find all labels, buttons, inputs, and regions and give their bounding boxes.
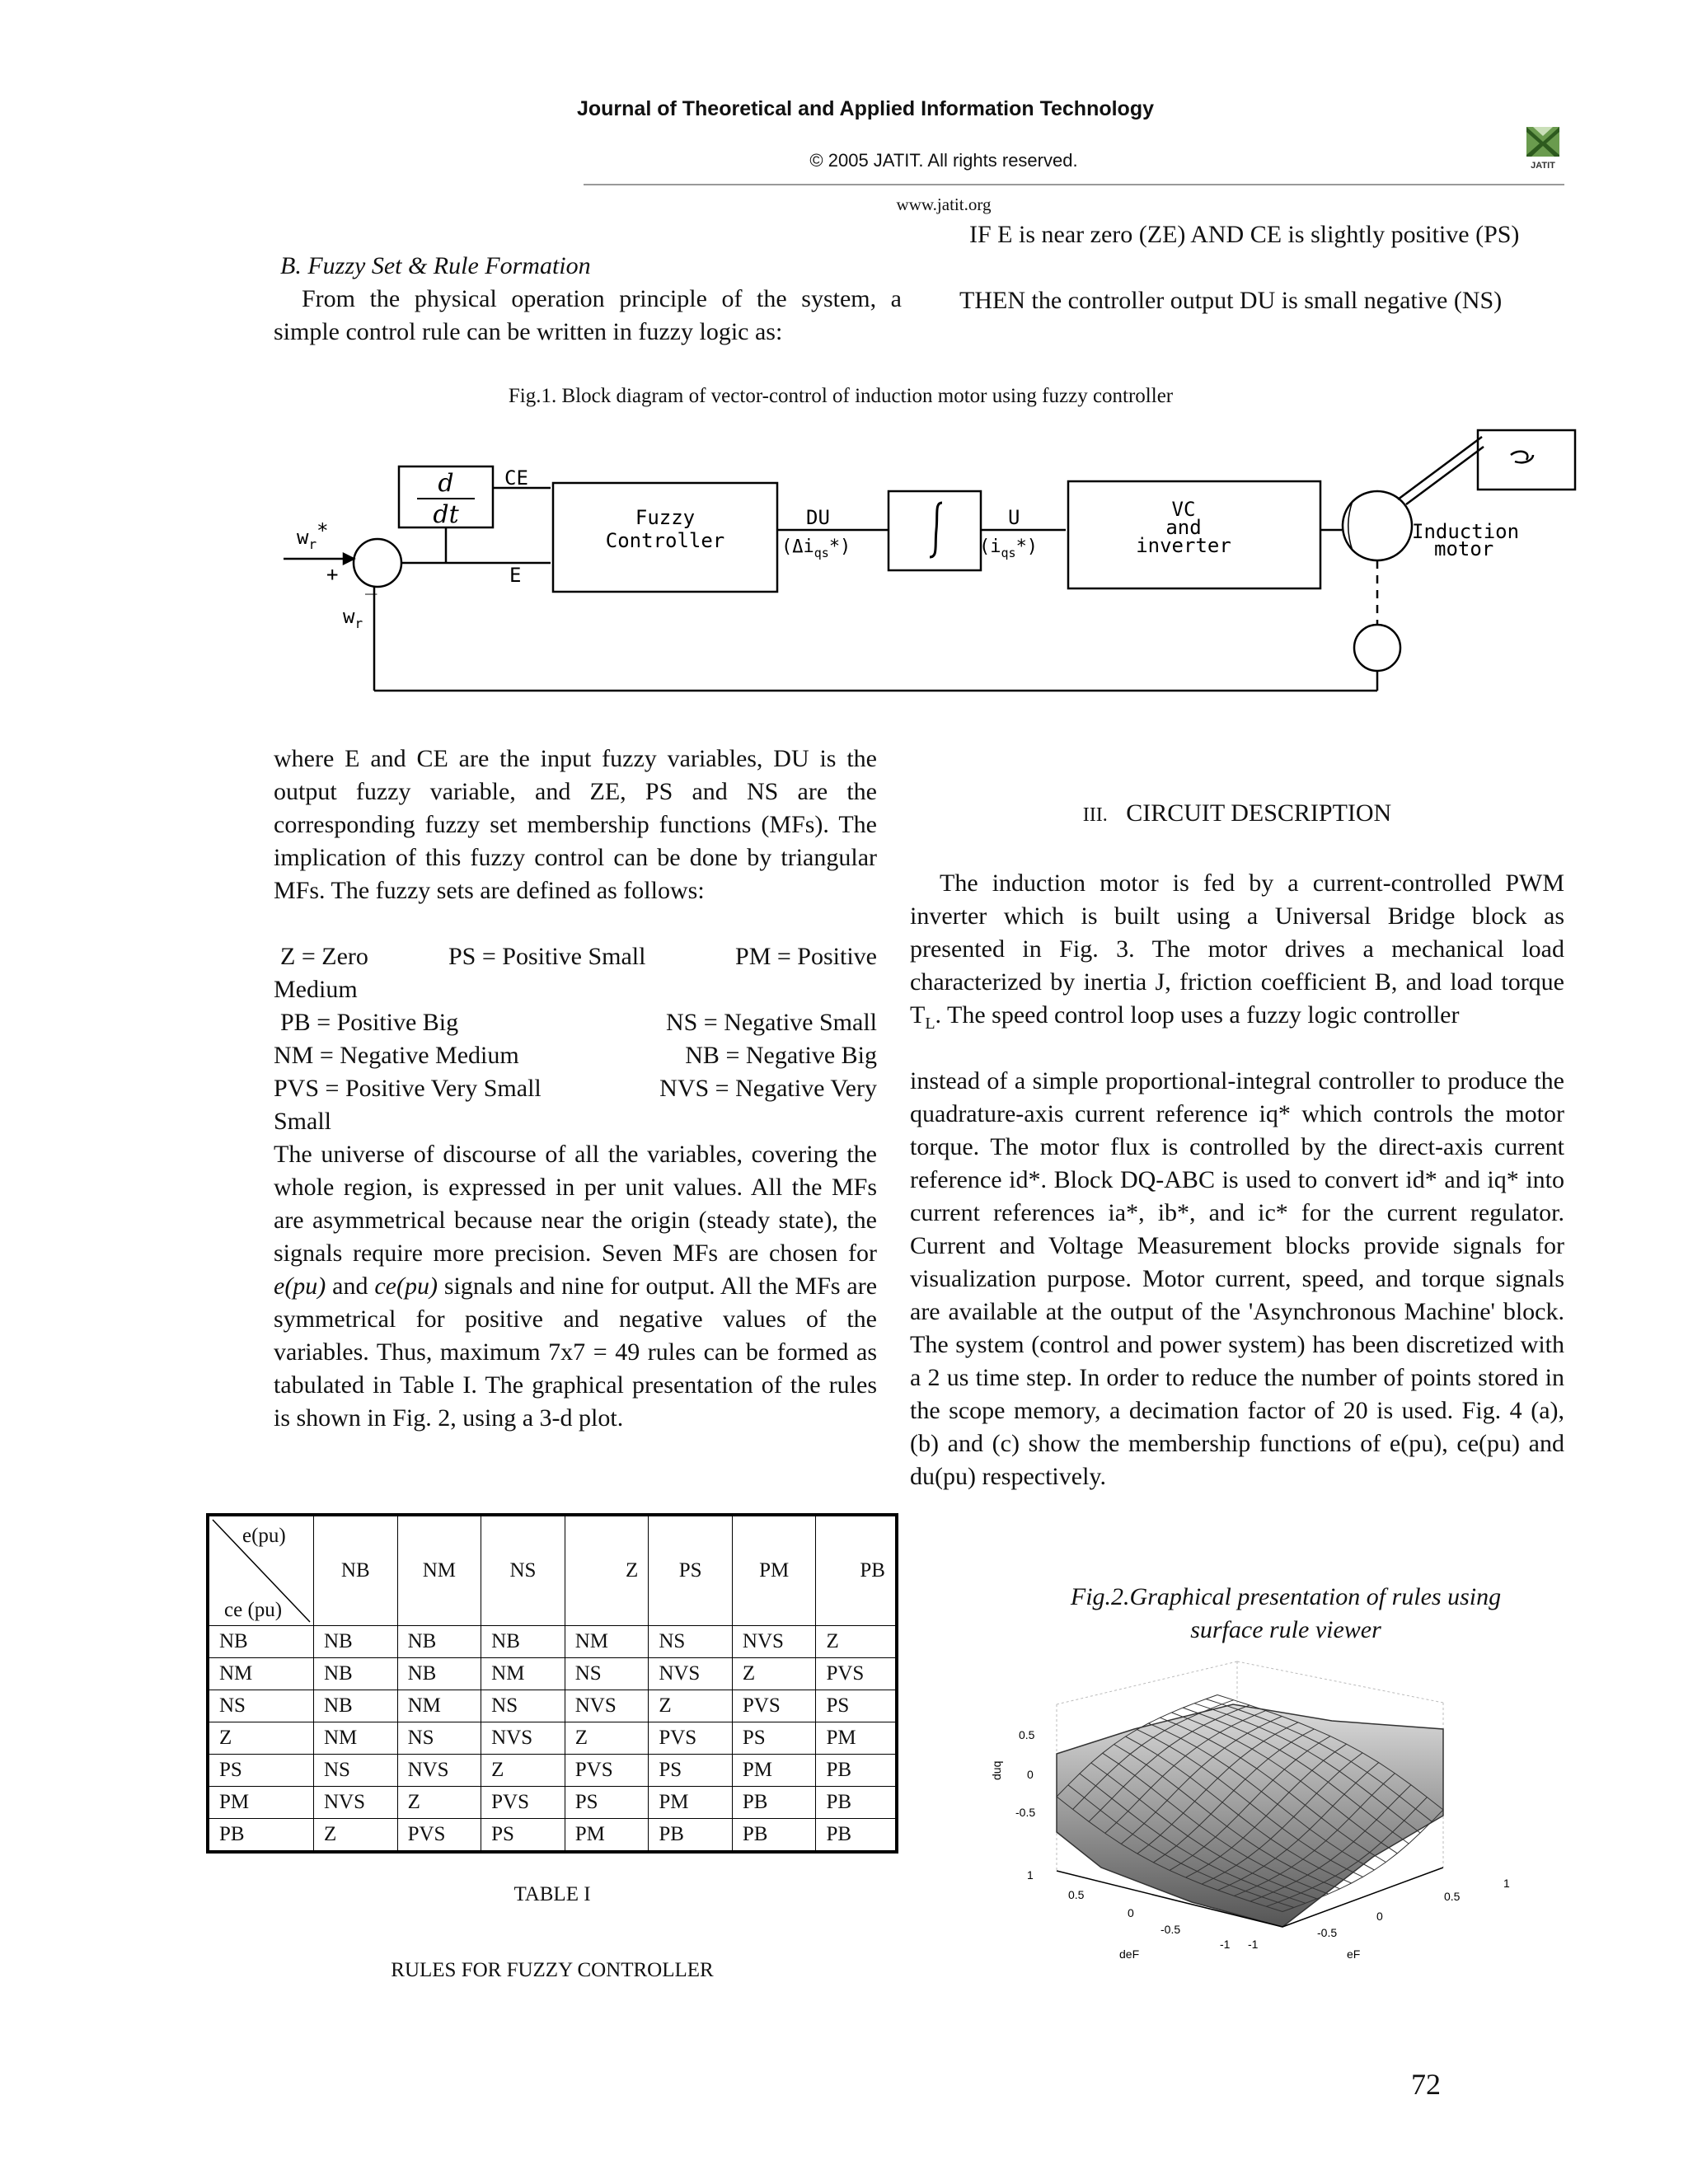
journal-url: www.jatit.org bbox=[896, 194, 992, 214]
column-header: PB bbox=[816, 1515, 897, 1626]
row-label: PS bbox=[208, 1755, 314, 1787]
svg-text:E: E bbox=[509, 564, 522, 587]
table-cell: PS bbox=[816, 1690, 897, 1722]
svg-text:CE: CE bbox=[504, 466, 528, 490]
table-cell: PM bbox=[816, 1722, 897, 1755]
svg-text:and: and bbox=[1165, 516, 1202, 539]
def-pb: PB = Positive Big bbox=[280, 1009, 459, 1036]
svg-text:motor: motor bbox=[1434, 537, 1494, 560]
def-z: Z = Zero bbox=[280, 943, 368, 970]
fig1-block-diagram bbox=[279, 419, 1581, 707]
row-label: PM bbox=[208, 1787, 314, 1819]
table-cell: PB bbox=[732, 1819, 816, 1853]
table-cell: NS bbox=[397, 1722, 481, 1755]
table-cell: PB bbox=[816, 1755, 897, 1787]
table-cell: PB bbox=[732, 1787, 816, 1819]
page-number: 72 bbox=[1411, 2068, 1441, 2101]
table-cell: NB bbox=[314, 1658, 398, 1690]
column-header: NS bbox=[481, 1515, 565, 1626]
svg-text:DU: DU bbox=[806, 506, 830, 529]
table-cell: Z bbox=[732, 1658, 816, 1690]
table-cell: NB bbox=[397, 1626, 481, 1658]
def-tick: 1 bbox=[1027, 1868, 1034, 1882]
section-b-title: B. Fuzzy Set & Rule Formation bbox=[280, 252, 591, 279]
svg-text:+: + bbox=[326, 563, 339, 586]
svg-text:d: d bbox=[438, 469, 454, 498]
header-divider bbox=[584, 184, 1564, 185]
fig1-caption: Fig.1. Block diagram of vector-control of induction motor using fuzzy controller bbox=[508, 385, 1174, 407]
table-cell: NS bbox=[314, 1755, 398, 1787]
row-label: PB bbox=[208, 1819, 314, 1853]
ef-tick: 0.5 bbox=[1444, 1890, 1461, 1903]
svg-text:(Δiqs*): $(\Delta i_{qs}*)$ bbox=[781, 537, 851, 560]
table-cell: PVS bbox=[732, 1690, 816, 1722]
table-cell: NM bbox=[314, 1722, 398, 1755]
journal-title: Journal of Theoretical and Applied Information Technology bbox=[576, 97, 1155, 120]
circuit-paragraph-1: The induction motor is fed by a current-controlled PWM inverter which is built using a Universal Bridge block as presented in Fig. 3. The motor drives a mechanical load characterized by inertia J, friction coefficient B, and load torque $T_L$. The speed control loop uses a fuzzy logic controller bbox=[910, 869, 1564, 1033]
column-header: NB bbox=[314, 1515, 398, 1626]
table-header-row bbox=[208, 1515, 897, 1626]
row-label: NM bbox=[208, 1658, 314, 1690]
svg-text:inverter: inverter bbox=[1136, 534, 1231, 557]
summing-junction bbox=[354, 539, 401, 587]
section-b-paragraph: From the physical operation principle of the system, a simple control rule can be written in fuzzy logic as: bbox=[274, 285, 902, 345]
induction-motor-circle bbox=[1343, 491, 1412, 560]
def-pm-cont: Medium bbox=[274, 976, 358, 1003]
table-cell: NS bbox=[565, 1658, 649, 1690]
jatit-logo bbox=[1522, 124, 1564, 171]
table-cell: PS bbox=[481, 1819, 565, 1853]
table-cell: NB bbox=[397, 1658, 481, 1690]
fig2-surface-plot bbox=[986, 1655, 1530, 1976]
table-cell: PB bbox=[816, 1819, 897, 1853]
svg-text:dt: dt bbox=[433, 500, 459, 529]
table-row bbox=[208, 1787, 897, 1819]
table-cell: NB bbox=[481, 1626, 565, 1658]
ef-tick: 1 bbox=[1503, 1877, 1510, 1890]
ef-tick: -1 bbox=[1248, 1938, 1259, 1951]
left-paragraph-1: where E and CE are the input fuzzy variables, DU is the output fuzzy variable, and ZE, PS and NS are the corresponding fuzzy set membership functions (MFs). The implication of this fuzzy control can be done by triangular MFs. The fuzzy sets are defined as follows: bbox=[274, 745, 877, 904]
integrator-block bbox=[889, 491, 981, 570]
rule-if: IF E is near zero (ZE) AND CE is slightly positive (PS) bbox=[969, 221, 1520, 248]
def-tick: 0.5 bbox=[1068, 1888, 1085, 1901]
table-cell: NVS bbox=[397, 1755, 481, 1787]
definition-lines bbox=[274, 940, 877, 1138]
svg-text:Controller: Controller bbox=[605, 529, 725, 552]
def-pvs: PVS = Positive Very Small bbox=[274, 1075, 542, 1102]
table-cell: Z bbox=[314, 1819, 398, 1853]
table-cell: Z bbox=[649, 1690, 733, 1722]
table-cell: NVS bbox=[732, 1626, 816, 1658]
svg-text:wr: $w_r$ bbox=[343, 605, 363, 631]
table-corner-cell bbox=[208, 1515, 314, 1626]
table-cell: NM bbox=[397, 1690, 481, 1722]
table-cell: PVS bbox=[816, 1658, 897, 1690]
z-tick: 0.5 bbox=[1019, 1728, 1035, 1741]
def-tick: -1 bbox=[1220, 1938, 1231, 1951]
table-row bbox=[208, 1722, 897, 1755]
column-header: PM bbox=[732, 1515, 816, 1626]
table-cell: NVS bbox=[314, 1787, 398, 1819]
z-axis-label: duq bbox=[990, 1760, 1003, 1780]
table-cell: PVS bbox=[481, 1787, 565, 1819]
table-cell: Z bbox=[397, 1787, 481, 1819]
table-cell: NM bbox=[565, 1626, 649, 1658]
ef-axis-label: eF bbox=[1347, 1947, 1361, 1961]
z-tick: 0 bbox=[1027, 1768, 1034, 1781]
table-cell: PM bbox=[565, 1819, 649, 1853]
table-cell: Z bbox=[481, 1755, 565, 1787]
section-number: III. bbox=[1082, 804, 1108, 826]
table-cell: NVS bbox=[481, 1722, 565, 1755]
def-nvs: NVS = Negative Very bbox=[659, 1075, 877, 1102]
rule-then: THEN the controller output DU is small negative (NS) bbox=[959, 287, 1503, 314]
table-cell: Z bbox=[816, 1626, 897, 1658]
row-label: NB bbox=[208, 1626, 314, 1658]
table-row bbox=[208, 1690, 897, 1722]
table-cell: PVS bbox=[649, 1722, 733, 1755]
table-cell: PB bbox=[649, 1819, 733, 1853]
table-cell: PS bbox=[565, 1787, 649, 1819]
def-ps: PS = Positive Small bbox=[448, 943, 646, 970]
def-nvs-cont: Small bbox=[274, 1108, 332, 1135]
section-title: CIRCUIT DESCRIPTION bbox=[1126, 799, 1392, 827]
col-header-label: e(pu) bbox=[242, 1525, 286, 1547]
column-header: Z bbox=[565, 1515, 649, 1626]
table-cell: NM bbox=[481, 1658, 565, 1690]
table-row bbox=[208, 1755, 897, 1787]
z-tick: -0.5 bbox=[1015, 1806, 1036, 1819]
svg-text:(iqs*): $(i_{qs}*)$ bbox=[979, 537, 1039, 560]
row-label: Z bbox=[208, 1722, 314, 1755]
row-header-label: ce (pu) bbox=[224, 1599, 283, 1621]
table-caption-number: TABLE I bbox=[513, 1883, 591, 1905]
table-row bbox=[208, 1819, 897, 1853]
table-cell: NB bbox=[314, 1690, 398, 1722]
def-axis-label: deF bbox=[1119, 1947, 1140, 1961]
column-header: PS bbox=[649, 1515, 733, 1626]
table-cell: NVS bbox=[649, 1658, 733, 1690]
def-nm: NM = Negative Medium bbox=[274, 1042, 519, 1069]
svg-text:Fuzzy: Fuzzy bbox=[635, 506, 696, 529]
def-pm: PM = Positive bbox=[735, 943, 877, 970]
row-label: NS bbox=[208, 1690, 314, 1722]
speed-sensor-circle bbox=[1354, 625, 1400, 671]
table-cell: PM bbox=[732, 1755, 816, 1787]
svg-text:JATIT: JATIT bbox=[1531, 161, 1555, 171]
svg-text:Induction: Induction bbox=[1412, 520, 1520, 543]
table-cell: NS bbox=[649, 1626, 733, 1658]
def-tick: 0 bbox=[1128, 1906, 1134, 1919]
table-cell: PS bbox=[649, 1755, 733, 1787]
def-tick: -0.5 bbox=[1160, 1923, 1181, 1936]
svg-text:wr*: $w_r*$ bbox=[297, 519, 329, 552]
rules-table bbox=[206, 1513, 898, 1854]
left-paragraph-2: The universe of discourse of all the variables, covering the whole region, is expressed in per unit values. All the MFs are asymmetrical because near the origin (steady state), the signals require more precision. Seven MFs are chosen for e(pu) and ce(pu) signals and nine for output. All the MFs are symmetrical for positive and negative values of the variables. Thus, maximum 7x7 = 49 rules can be formed as tabulated in Table I. The graphical presentation of the rules is shown in Fig. 2, using a 3-d plot. bbox=[274, 1141, 878, 1432]
table-cell: PS bbox=[732, 1722, 816, 1755]
ef-tick: 0 bbox=[1376, 1910, 1383, 1923]
svg-text:U: U bbox=[1008, 506, 1020, 529]
ef-tick: -0.5 bbox=[1317, 1926, 1338, 1939]
table-cell: NS bbox=[481, 1690, 565, 1722]
fig2-caption: Fig.2.Graphical presentation of rules using surface rule viewer bbox=[1070, 1583, 1502, 1643]
svg-text:VC: VC bbox=[1171, 498, 1196, 521]
table-cell: PVS bbox=[397, 1819, 481, 1853]
table-row bbox=[208, 1626, 897, 1658]
table-cell: PM bbox=[649, 1787, 733, 1819]
svg-text:_: _ bbox=[365, 572, 377, 595]
table-row bbox=[208, 1658, 897, 1690]
table-cell: PB bbox=[816, 1787, 897, 1819]
def-nb: NB = Negative Big bbox=[685, 1042, 877, 1069]
section-heading bbox=[910, 799, 1564, 827]
def-ns: NS = Negative Small bbox=[665, 1009, 877, 1036]
copyright: © 2005 JATIT. All rights reserved. bbox=[809, 150, 1078, 171]
table-cell: PVS bbox=[565, 1755, 649, 1787]
column-header: NM bbox=[397, 1515, 481, 1626]
table-cell: NVS bbox=[565, 1690, 649, 1722]
table-caption-title: RULES FOR FUZZY CONTROLLER bbox=[391, 1959, 714, 1981]
circuit-paragraph-2: instead of a simple proportional-integral controller to produce the quadrature-axis current reference iq* which controls the motor torque. The motor flux is controlled by the direct-axis current reference id*. Block DQ-ABC is used to convert id* and iq* into current references ia*, ib*, and ic* for the current regulator. Current and Voltage Measurement blocks provide signals for visualization purpose. Motor current, speed, and torque signals are available at the output of the 'Asynchronous Machine' block. The system (control and power system) has been discretized with a 2 us time step. In order to reduce the number of points stored in the scope memory, a decimation factor of 20 is used. Fig. 4 (a), (b) and (c) show the membership functions of e(pu), ce(pu) and du(pu) respectively. bbox=[910, 1067, 1564, 1490]
table-cell: Z bbox=[565, 1722, 649, 1755]
table-cell: NB bbox=[314, 1626, 398, 1658]
